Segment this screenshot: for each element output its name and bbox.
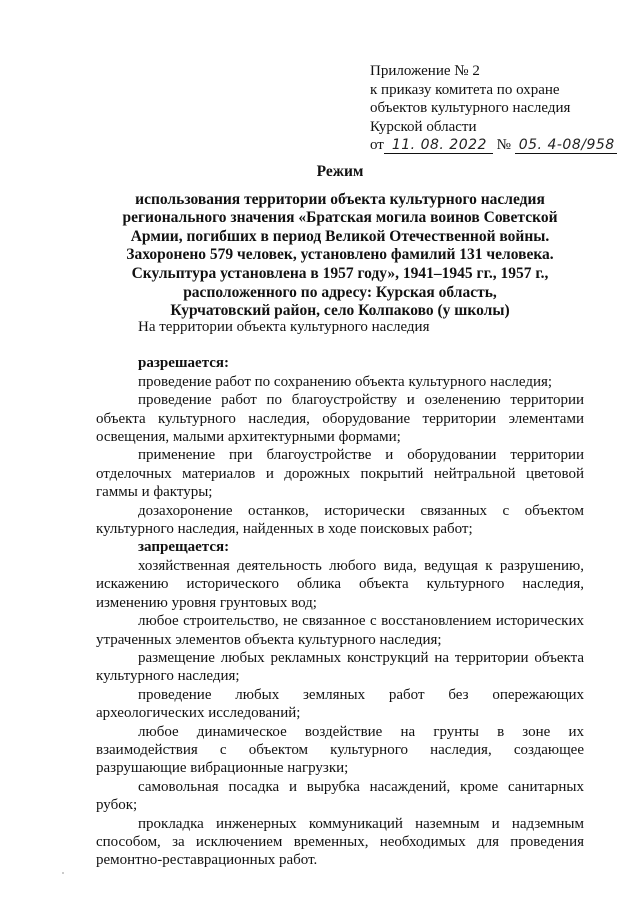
allowed-heading: разрешается: bbox=[138, 355, 230, 372]
title-line: Захоронено 579 человек, установлено фамилий 131 человека. bbox=[126, 246, 554, 264]
item-line: проведение работ по сохранению объекта культурного наследия; bbox=[138, 373, 553, 390]
intro-text: На территории объекта культурного наследия bbox=[138, 319, 430, 335]
appendix-line: к приказу комитета по охране bbox=[370, 81, 560, 98]
list-item bbox=[96, 373, 584, 391]
item-line: любое динамическое воздействие на грунты в зоне их bbox=[138, 723, 584, 740]
title-line: расположенного по адресу: Курская область, bbox=[183, 283, 497, 301]
order-date: 11. 08. 2022 bbox=[384, 137, 493, 154]
list-item bbox=[96, 815, 584, 870]
item-line: применение при благоустройстве и оборудовании территории bbox=[138, 447, 584, 464]
item-line: утраченных элементов объекта культурного наследия; bbox=[96, 631, 442, 648]
list-item bbox=[96, 612, 584, 649]
item-line: размещение любых рекламных конструкций на территории объекта bbox=[138, 649, 584, 666]
list-item bbox=[96, 391, 584, 446]
title-line: Скульптура установлена в 1957 году», 1941–1945 гг., 1957 г., bbox=[131, 264, 549, 282]
order-number: 05. 4-08/958 bbox=[515, 137, 617, 154]
appendix-line: Курской области bbox=[370, 118, 477, 135]
list-item bbox=[96, 446, 584, 501]
item-line: хозяйственная деятельность любого вида, ведущая к разрушению, bbox=[138, 557, 584, 574]
from-label: от bbox=[370, 137, 384, 153]
list-item bbox=[96, 502, 584, 539]
appendix-line: Приложение № 2 bbox=[370, 63, 480, 79]
item-line: проведение любых земляных работ без опережающих bbox=[138, 686, 584, 703]
item-line: гаммы и фактуры; bbox=[96, 484, 213, 501]
item-line: объекта культурного наследия, оборудование территории элементами bbox=[96, 410, 584, 427]
item-line: прокладка инженерных коммуникаций наземным и надземным bbox=[138, 815, 584, 832]
item-line: культурного наследия, найденных в ходе поисковых работ; bbox=[96, 521, 473, 538]
item-line: изменению уровня грунтовых вод; bbox=[96, 594, 317, 611]
item-line: проведение работ по благоустройству и озеленению территории bbox=[138, 392, 584, 409]
appendix-line: объектов культурного наследия bbox=[370, 100, 571, 116]
title-line: Армии, погибших в период Великой Отечественной войны. bbox=[130, 227, 550, 245]
item-line: дозахоронение останков, исторически связанных с объектом bbox=[138, 502, 584, 519]
document-body bbox=[96, 318, 584, 870]
appendix-header bbox=[370, 62, 620, 155]
item-line: взаимодействия с объектом культурного наследия, создающее bbox=[96, 741, 584, 758]
title-line: Курчатовский район, село Колпаково (у школы) bbox=[170, 302, 510, 320]
document-title bbox=[100, 163, 580, 321]
list-item bbox=[96, 723, 584, 778]
list-item bbox=[96, 649, 584, 686]
item-line: искажению исторического облика объекта культурного наследия, bbox=[96, 576, 584, 593]
number-label: № bbox=[496, 137, 511, 153]
item-line: самовольная посадка и вырубка насаждений, кроме санитарных bbox=[138, 778, 584, 795]
item-line: способом, за исключением временных, необходимых для проведения bbox=[96, 833, 584, 850]
item-line: археологических исследований; bbox=[96, 705, 301, 722]
item-line: ремонтно-реставрационных работ. bbox=[96, 852, 318, 869]
item-line: отделочных материалов и дорожных покрытий нейтральной цветовой bbox=[96, 465, 584, 482]
list-item bbox=[96, 557, 584, 612]
item-line: освещения, малыми архитектурными формами; bbox=[96, 429, 401, 446]
item-line: любое строительство, не связанное с восстановлением исторических bbox=[138, 613, 584, 630]
item-line: культурного наследия; bbox=[96, 668, 240, 685]
forbidden-heading: запрещается: bbox=[138, 539, 230, 556]
list-item bbox=[96, 686, 584, 723]
list-item bbox=[96, 778, 584, 815]
item-line: рубок; bbox=[96, 797, 138, 814]
scan-speck bbox=[62, 872, 64, 874]
title-line: регионального значения «Братская могила воинов Советской bbox=[122, 209, 558, 227]
item-line: разрушающие вибрационные нагрузки; bbox=[96, 760, 349, 777]
title-line: использования территории объекта культурного наследия bbox=[135, 190, 545, 208]
order-date-number bbox=[370, 136, 620, 155]
title-word: Режим bbox=[316, 163, 364, 180]
